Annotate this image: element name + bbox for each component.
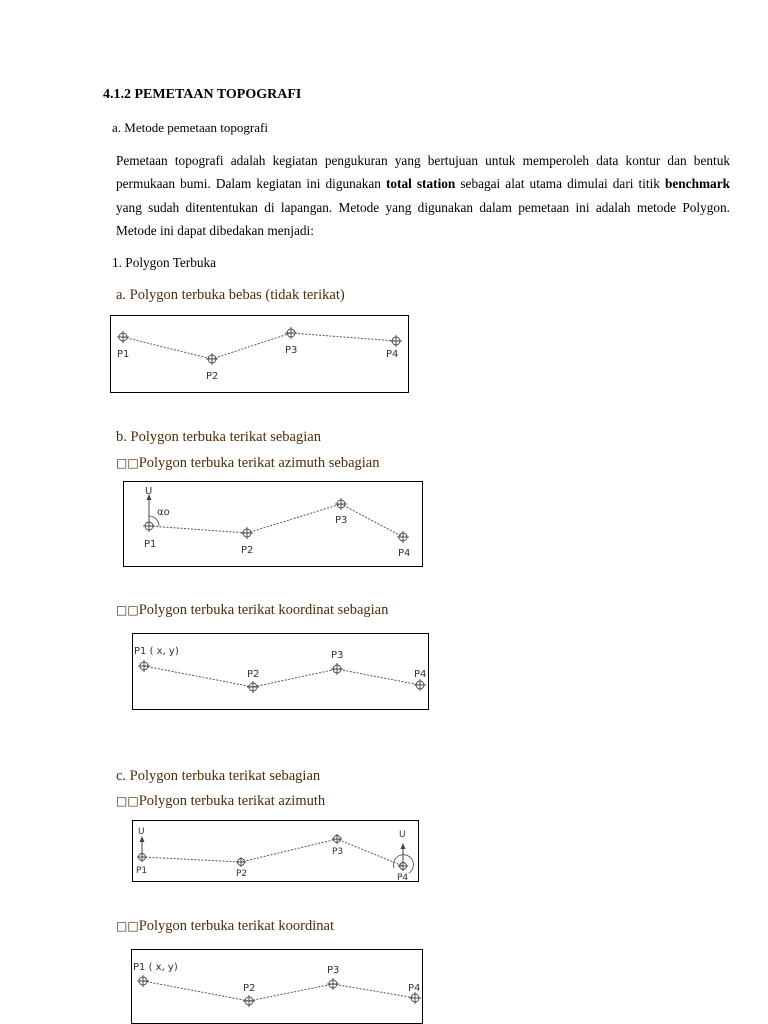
bullet-glyph: □□: [116, 456, 139, 470]
label-p4: P4: [386, 349, 399, 360]
item-c1-row: [116, 793, 325, 810]
diagram-azimuth-full: [132, 820, 419, 882]
point-p2: [236, 857, 246, 867]
item-b2-title: Polygon terbuka terikat koordinat sebagian: [138, 602, 389, 618]
azimuth-full-figure: [133, 821, 418, 881]
label-p3: P3: [327, 965, 340, 976]
bullet-glyph: □□: [116, 919, 139, 933]
label-p2: P2: [243, 983, 256, 994]
label-p1-coord: P1 ( x, y): [133, 962, 178, 973]
bullet-glyph: □□: [116, 794, 139, 808]
label-p3: P3: [331, 650, 344, 661]
label-p1: P1: [117, 349, 130, 360]
benchmark-bold: benchmark: [664, 176, 730, 192]
label-p1: P1: [136, 866, 148, 876]
diagram-free-polygon: [110, 315, 409, 393]
item-c2-title: Polygon terbuka terikat koordinat: [138, 918, 334, 934]
label-p4: P4: [414, 669, 427, 680]
point-p4: [398, 861, 408, 871]
item-b1-title: Polygon terbuka terikat azimuth sebagian: [138, 455, 380, 471]
diagram-coordinate-full: [131, 949, 423, 1024]
point-p2: [241, 527, 253, 539]
item-a-title: a. Polygon terbuka bebas (tidak terikat): [116, 287, 345, 303]
label-p2: P2: [206, 371, 219, 382]
point-p3: [332, 834, 342, 844]
point-p3: [285, 327, 297, 339]
total-station-bold: total station: [385, 176, 456, 192]
point-p3: [331, 663, 343, 675]
point-p1: [137, 975, 149, 987]
label-north-end: U: [399, 830, 406, 840]
bullet-glyph: □□: [116, 603, 139, 617]
section-heading: 4.1.2 PEMETAAN TOPOGRAFI: [103, 87, 302, 102]
point-p4: [390, 335, 402, 347]
diagram-azimuth-partial: [123, 481, 423, 567]
item-c2-row: [116, 918, 334, 935]
point-p2: [243, 995, 255, 1007]
diagram-coordinate-partial: [132, 633, 429, 710]
coordinate-full-figure: [132, 950, 422, 1023]
point-p2: [206, 353, 218, 365]
item-b-title: b. Polygon terbuka terikat sebagian: [116, 429, 321, 445]
list-item-polygon-terbuka: 1. Polygon Terbuka: [112, 255, 217, 270]
point-p3: [335, 498, 347, 510]
item-c1-title: Polygon terbuka terikat azimuth: [138, 793, 326, 809]
item-b2-row: [116, 602, 388, 619]
point-p2: [247, 681, 259, 693]
point-p1: [117, 331, 129, 343]
method-subheading: a. Metode pemetaan topografi: [112, 120, 268, 135]
label-p4: P4: [408, 983, 421, 994]
label-p4: P4: [398, 548, 411, 559]
azimuth-partial-figure: [124, 482, 422, 566]
label-north-start: U: [138, 827, 145, 837]
label-p3: P3: [285, 345, 298, 356]
label-p2: P2: [241, 545, 254, 556]
label-p2: P2: [236, 869, 248, 879]
item-b1-row: [116, 455, 379, 472]
label-p1: P1: [144, 539, 157, 550]
coordinate-partial-figure: [133, 634, 428, 709]
label-north: U: [145, 486, 153, 497]
point-p1: [138, 660, 150, 672]
point-p3: [327, 978, 339, 990]
label-p1-coord: P1 ( x, y): [134, 646, 179, 657]
point-p4: [397, 531, 409, 543]
intro-paragraph: Pemetaan topografi adalah kegiatan pengukuran yang bertujuan untuk memperoleh data kontur dan bentuk permukaan bumi. Dalam kegiatan ini digunakan total station sebagai alat utama dimulai dari titik benchmark yang sudah ditententukan di lapangan. Metode yang digunakan dalam pemetaan ini adalah metode Polygon. Metode ini dapat dibedakan menjadi:: [116, 153, 730, 238]
point-p1: [143, 520, 155, 532]
label-p2: P2: [247, 669, 260, 680]
item-c-title: c. Polygon terbuka terikat sebagian: [116, 768, 321, 784]
point-p4: [414, 679, 426, 691]
label-p3: P3: [335, 515, 348, 526]
label-p3: P3: [332, 847, 344, 857]
label-alpha: αo: [157, 507, 170, 518]
free-polygon-figure: [111, 316, 408, 392]
label-p4: P4: [397, 873, 409, 881]
point-p1: [137, 852, 147, 862]
